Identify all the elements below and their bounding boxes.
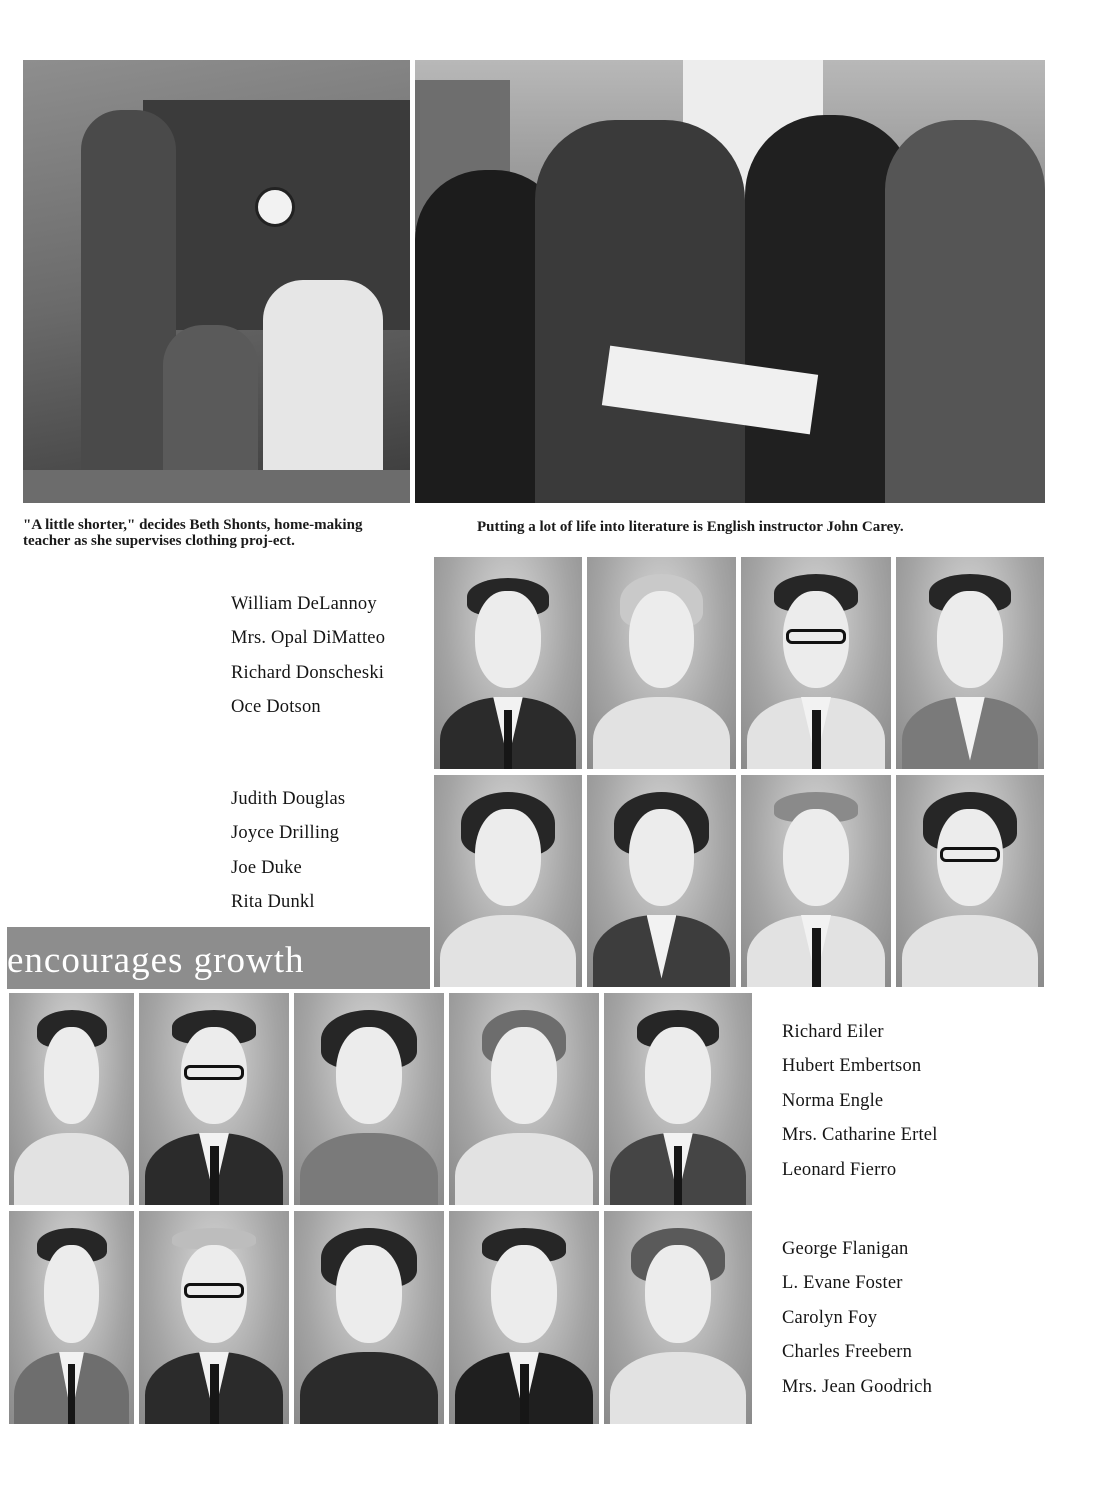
table (23, 470, 410, 503)
portrait-photo (587, 775, 736, 987)
portrait-photo (434, 557, 582, 769)
person-man-center (535, 120, 745, 503)
portrait-photo (139, 1211, 289, 1424)
staff-name: Norma Engle (782, 1090, 884, 1111)
seated-student (163, 325, 258, 485)
name-list-4 (782, 1232, 932, 1404)
staff-name: Charles Freebern (782, 1342, 913, 1363)
portrait-photo (139, 993, 289, 1205)
staff-name: Mrs. Opal DiMatteo (231, 628, 386, 649)
caption-clothing-project: "A little shorter," decides Beth Shonts, home-making teacher as she supervises clothing proj-ect. (23, 517, 363, 549)
portrait-photo (604, 993, 752, 1205)
staff-name: Hubert Embertson (782, 1056, 922, 1077)
staff-name: Richard Donscheski (231, 662, 385, 683)
name-list-3 (782, 1015, 938, 1187)
portrait-photo (896, 775, 1044, 987)
staff-name: Mrs. Jean Goodrich (782, 1376, 933, 1397)
staff-name: Mrs. Catharine Ertel (782, 1125, 938, 1146)
portrait-photo (449, 993, 599, 1205)
staff-name: L. Evane Foster (782, 1273, 903, 1294)
seated-teacher (263, 280, 383, 490)
portrait-photo (587, 557, 736, 769)
staff-name: William DeLannoy (231, 594, 377, 614)
staff-name: Rita Dunkl (231, 892, 315, 913)
portrait-photo (449, 1211, 599, 1424)
name-list-1 (231, 587, 385, 725)
portrait-photo (9, 993, 134, 1205)
portrait-photo (434, 775, 582, 987)
staff-name: George Flanigan (782, 1239, 909, 1259)
staff-name: Joe Duke (231, 857, 302, 878)
staff-name: Oce Dotson (231, 697, 321, 718)
portrait-photo (604, 1211, 752, 1424)
staff-name: Leonard Fierro (782, 1159, 897, 1180)
standing-figure (81, 110, 176, 500)
photo-literature (415, 60, 1045, 503)
wall-clock-icon (255, 187, 295, 227)
staff-name: Carolyn Foy (782, 1307, 878, 1328)
portrait-photo (9, 1211, 134, 1424)
portrait-photo (294, 993, 444, 1205)
person-woman-right (885, 120, 1045, 503)
portrait-photo (294, 1211, 444, 1424)
portrait-photo (896, 557, 1044, 769)
name-list-2 (231, 782, 345, 920)
section-banner (7, 927, 430, 989)
photo-clothing-project (23, 60, 410, 503)
banner-text: encourages growth (7, 940, 305, 981)
staff-name: Joyce Drilling (231, 823, 340, 844)
portrait-photo (741, 775, 891, 987)
caption-literature: Putting a lot of life into literature is English instructor John Carey. (477, 519, 904, 535)
staff-name: Richard Eiler (782, 1022, 884, 1042)
portrait-photo (741, 557, 891, 769)
staff-name: Judith Douglas (231, 789, 346, 809)
